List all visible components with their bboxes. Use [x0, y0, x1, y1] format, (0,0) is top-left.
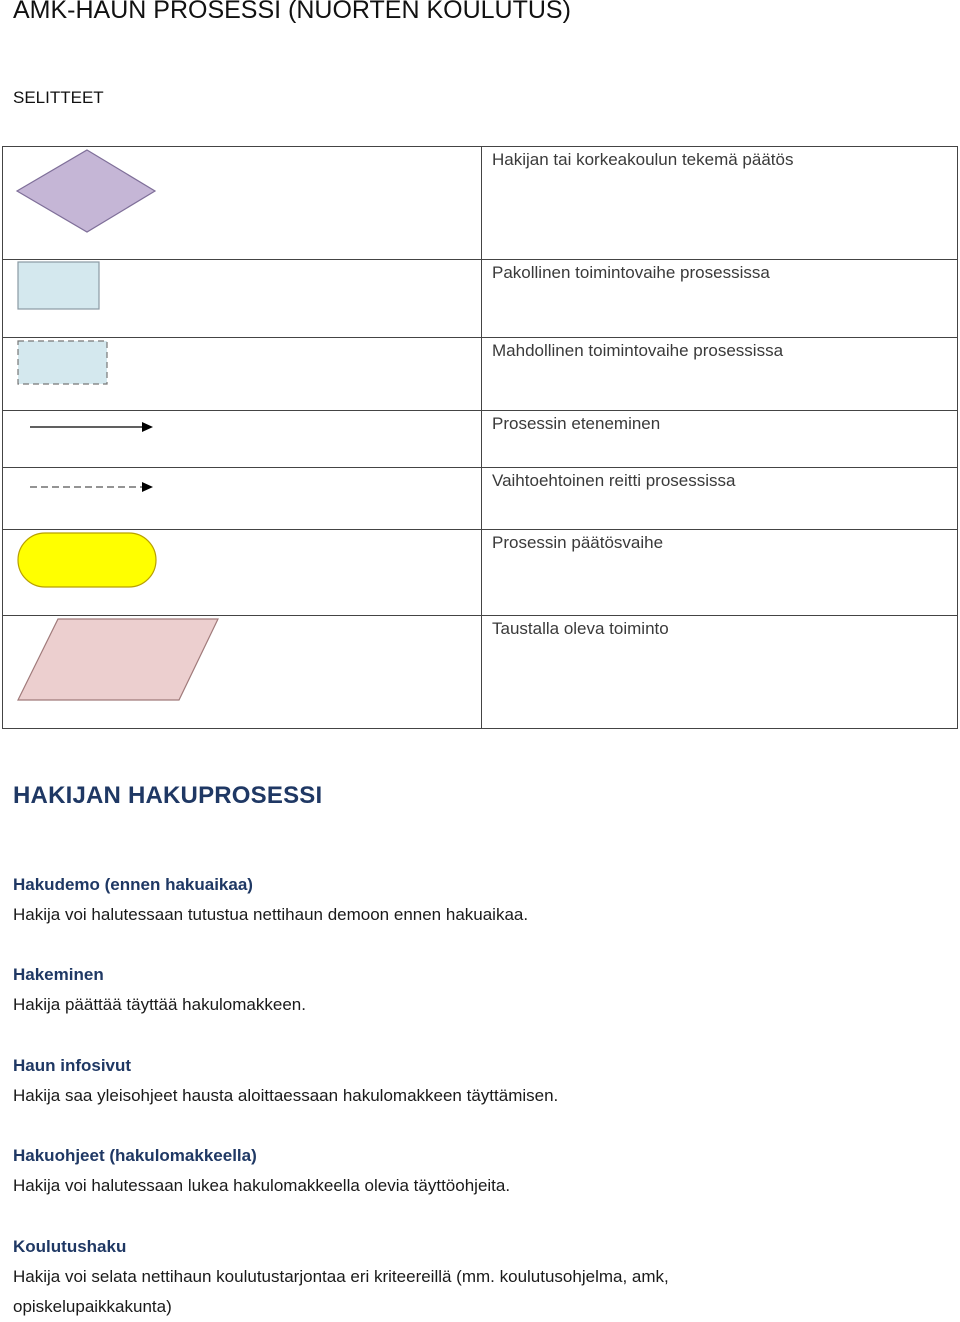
step-text: Hakija saa yleisohjeet hausta aloittaessaan hakulomakkeen täyttämisen. [13, 1086, 559, 1105]
legend-row [3, 147, 958, 260]
legend-label-cell [482, 616, 958, 729]
legend-label-cell [482, 468, 958, 530]
legend-row [3, 616, 958, 729]
step-text: Hakija voi halutessaan tutustua nettihaun demoon ennen hakuaikaa. [13, 905, 529, 924]
legend-label: Hakijan tai korkeakoulun tekemä päätös [492, 150, 794, 169]
arrow-icon [3, 411, 481, 468]
legend-label-cell [482, 530, 958, 616]
legend-table [2, 146, 958, 729]
legend-row [3, 260, 958, 338]
process-step [13, 870, 943, 930]
legend-label: Prosessin päätösvaihe [492, 533, 664, 552]
step-text: Hakija voi selata nettihaun koulutustarjontaa eri kriteereillä (mm. koulutusohjelma, amk, opiskelupaikkakunta) [13, 1267, 669, 1316]
legend-label-cell [482, 147, 958, 260]
section-title: HAKIJAN HAKUPROSESSI [13, 782, 323, 809]
dashed-rectangle-icon [3, 338, 481, 411]
legend-label: Taustalla oleva toiminto [492, 619, 669, 638]
step-heading: Haun infosivut [13, 1056, 132, 1075]
legend-label: Mahdollinen toimintovaihe prosessissa [492, 341, 784, 360]
legend-label: Pakollinen toimintovaihe prosessissa [492, 263, 770, 282]
step-text: Hakija päättää täyttää hakulomakkeen. [13, 995, 306, 1014]
legend-symbol-cell [3, 411, 482, 468]
step-text: Hakija voi halutessaan lukea hakulomakkeella olevia täyttöohjeita. [13, 1176, 511, 1195]
legend-row [3, 468, 958, 530]
document-title: AMK-HAUN PROSESSI (NUORTEN KOULUTUS) [13, 0, 571, 24]
process-step [13, 1141, 943, 1201]
legend-symbol-cell [3, 468, 482, 530]
legend-heading: SELITTEET [13, 88, 104, 107]
step-heading: Hakuohjeet (hakulomakkeella) [13, 1146, 257, 1165]
legend-row [3, 338, 958, 411]
legend-row [3, 530, 958, 616]
legend-label: Prosessin eteneminen [492, 414, 661, 433]
legend-label-cell [482, 260, 958, 338]
parallelogram-icon [3, 616, 481, 729]
legend-symbol-cell [3, 260, 482, 338]
dashed-arrow-icon [3, 468, 481, 530]
legend-row [3, 411, 958, 468]
diamond-icon [3, 147, 481, 260]
legend-symbol-cell [3, 616, 482, 729]
legend-label-cell [482, 411, 958, 468]
legend-label-cell [482, 338, 958, 411]
process-step [13, 1051, 943, 1111]
legend-symbol-cell [3, 338, 482, 411]
process-step [13, 1232, 813, 1322]
process-step [13, 960, 943, 1020]
legend-symbol-cell [3, 530, 482, 616]
legend-label: Vaihtoehtoinen reitti prosessissa [492, 471, 736, 490]
step-heading: Koulutushaku [13, 1237, 127, 1256]
step-heading: Hakudemo (ennen hakuaikaa) [13, 875, 253, 894]
rectangle-icon [3, 260, 481, 338]
step-heading: Hakeminen [13, 965, 104, 984]
rounded-terminal-icon [3, 530, 481, 616]
legend-symbol-cell [3, 147, 482, 260]
